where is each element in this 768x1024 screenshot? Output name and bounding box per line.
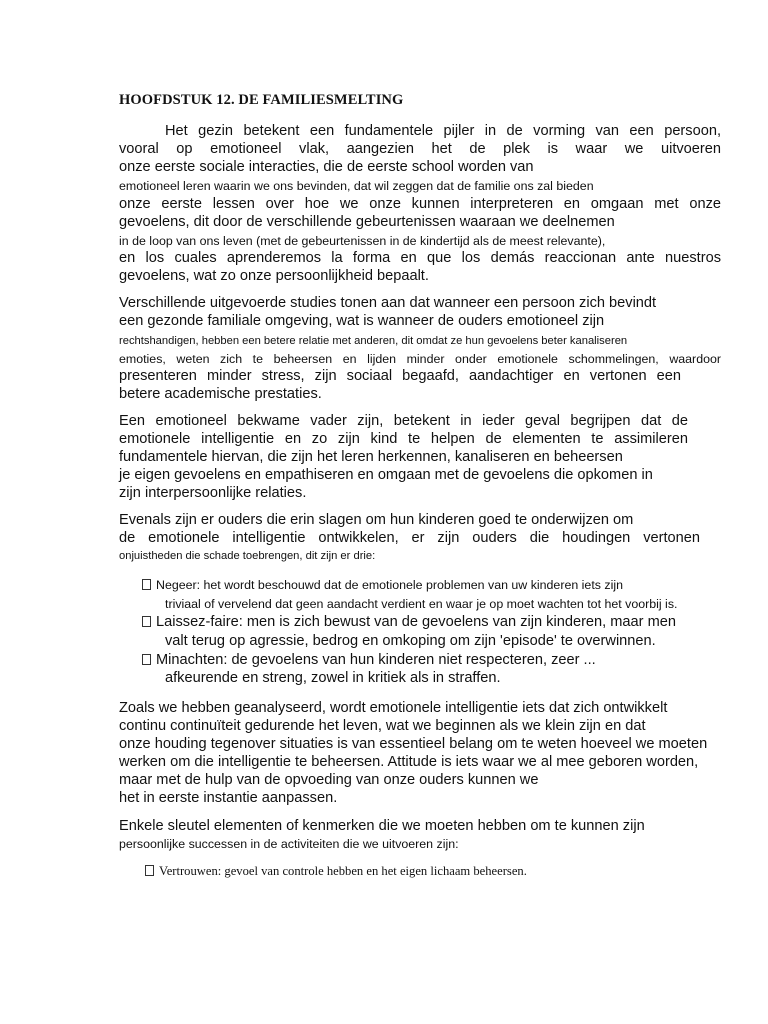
bullet-confidence-text: Vertrouwen: gevoel van controle hebben en het eigen lichaam beheersen. [159, 864, 527, 878]
paragraph-3-line-1: Een emotioneel bekwame vader zijn, betekent in ieder geval begrijpen dat de [119, 413, 688, 429]
paragraph-6-line-2: persoonlijke successen in de activiteiten die we uitvoeren zijn: [119, 837, 459, 851]
paragraph-1-line-7: in de loop van ons leven (met de gebeurtenissen in de kindertijd als de meest relevante), [119, 234, 606, 248]
paragraph-4-line-3: onjuistheden die schade toebrengen, dit zijn er drie: [119, 550, 376, 562]
paragraph-1-line-9: gevoelens, wat zo onze persoonlijkheid bepaalt. [119, 268, 429, 284]
paragraph-4-line-2: de emotionele intelligentie ontwikkelen, er zijn ouders die houdingen vertonen [119, 530, 700, 546]
bullet-laissez-faire-line-2: valt terug op agressie, bedrog en omkoping om zijn 'episode' te overwinnen. [165, 633, 656, 649]
paragraph-3-line-3: fundamentele hiervan, die zijn het leren herkennen, kanaliseren en beheersen [119, 449, 623, 465]
paragraph-1-line-3: onze eerste sociale interacties, die de eerste school worden van [119, 159, 534, 175]
paragraph-2-line-2: een gezonde familiale omgeving, wat is wanneer de ouders emotioneel zijn [119, 313, 605, 329]
paragraph-3-line-4: je eigen gevoelens en empathiseren en omgaan met de gevoelens die opkomen in [119, 467, 653, 483]
bullet-confidence [145, 864, 527, 879]
paragraph-1-line-8: en los cuales aprenderemos la forma en que los demás reaccionan ante nuestros [119, 250, 721, 266]
paragraph-1-line-2: vooral op emotioneel vlak, aangezien het de plek is waar we uitvoeren [119, 141, 721, 157]
paragraph-1-line-4: emotioneel leren waarin we ons bevinden, dat wil zeggen dat de familie ons zal bieden [119, 179, 594, 193]
paragraph-5-line-6: het in eerste instantie aanpassen. [119, 790, 338, 806]
bullet-laissez-faire-line-1: Laissez-faire: men is zich bewust van de gevoelens van zijn kinderen, maar men [156, 614, 676, 630]
chapter-heading: HOOFDSTUK 12. DE FAMILIESMELTING [119, 92, 404, 108]
checkbox-icon [142, 616, 151, 627]
paragraph-6-line-1: Enkele sleutel elementen of kenmerken die we moeten hebben om te kunnen zijn [119, 818, 645, 834]
paragraph-2-line-5: presenteren minder stress, zijn sociaal begaafd, aandachtiger en vertonen een [119, 368, 681, 384]
bullet-ignore [142, 578, 623, 592]
paragraph-5-line-5: maar met de hulp van de opvoeding van onze ouders kunnen we [119, 772, 539, 788]
paragraph-1-line-5: onze eerste lessen over hoe we onze kunnen interpreteren en omgaan met onze [119, 196, 721, 212]
bullet-contempt-line-2: afkeurende en streng, zowel in kritiek als in straffen. [165, 670, 501, 686]
paragraph-3-line-5: zijn interpersoonlijke relaties. [119, 485, 307, 501]
checkbox-icon [142, 654, 151, 665]
paragraph-5-line-2: continu continuïteit gedurende het leven, wat we beginnen als we klein zijn en dat [119, 718, 646, 734]
paragraph-2-line-3: rechtshandigen, hebben een betere relatie met anderen, dit omdat ze hun gevoelens beter kanaliseren [119, 335, 628, 347]
checkbox-icon [145, 865, 154, 876]
paragraph-5-line-4: werken om die intelligentie te beheersen. Attitude is iets waar we al mee geboren worden, [119, 754, 699, 770]
paragraph-2-line-4: emoties, weten zich te beheersen en lijden minder onder emotionele schommelingen, waardoor [119, 352, 721, 366]
paragraph-5-line-3: onze houding tegenover situaties is van essentieel belang om te weten hoeveel we moeten [119, 736, 708, 752]
paragraph-2-line-1: Verschillende uitgevoerde studies tonen aan dat wanneer een persoon zich bevindt [119, 295, 657, 311]
bullet-contempt-line-1: Minachten: de gevoelens van hun kinderen niet respecteren, zeer ... [156, 652, 596, 668]
bullet-ignore-line-2: triviaal of vervelend dat geen aandacht verdient en waar je op moet wachten tot het voorbij is. [165, 597, 678, 611]
bullet-laissez-faire [142, 614, 676, 630]
bullet-ignore-line-1: Negeer: het wordt beschouwd dat de emotionele problemen van uw kinderen iets zijn [156, 578, 623, 592]
paragraph-2-line-6: betere academische prestaties. [119, 386, 322, 402]
paragraph-5-line-1: Zoals we hebben geanalyseerd, wordt emotionele intelligentie iets dat zich ontwikkelt [119, 700, 668, 716]
bullet-contempt [142, 652, 596, 668]
paragraph-1-line-6: gevoelens, dit door de verschillende gebeurtenissen waaraan we deelnemen [119, 214, 615, 230]
paragraph-1-line-1: Het gezin betekent een fundamentele pijler in de vorming van een persoon, [165, 123, 721, 139]
paragraph-4-line-1: Evenals zijn er ouders die erin slagen om hun kinderen goed te onderwijzen om [119, 512, 634, 528]
paragraph-3-line-2: emotionele intelligentie en zo zijn kind te helpen de elementen te assimileren [119, 431, 688, 447]
checkbox-icon [142, 579, 151, 590]
